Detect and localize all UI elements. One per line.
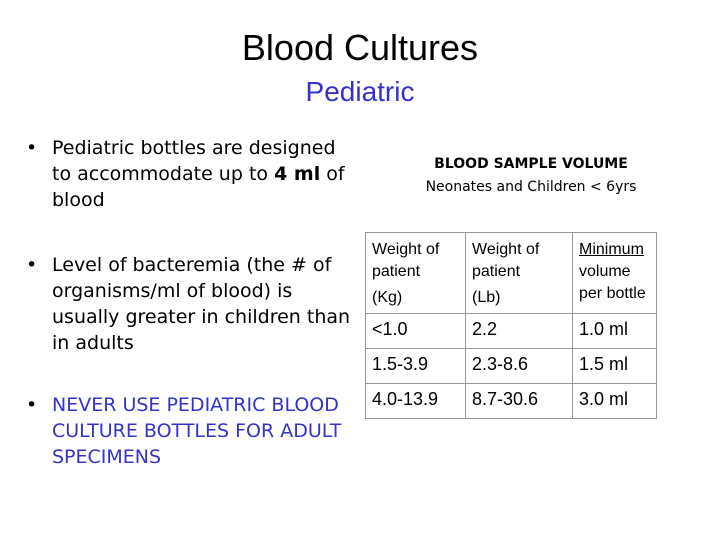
table-row: [366, 384, 657, 419]
table-cell: <1.0: [366, 314, 466, 349]
table-header-cell: [466, 233, 573, 314]
header-line: (Kg): [372, 289, 403, 306]
bullet-text: Level of bacteremia (the # of organisms/ml of blood) is usually greater in children than in adults: [52, 254, 351, 354]
header-line: patient: [472, 263, 521, 280]
table-cell: 1.5 ml: [573, 349, 657, 384]
bullet-item-bacteremia: [26, 252, 356, 356]
bullet-item-warning: [26, 392, 356, 470]
header-line: Minimum: [579, 241, 644, 258]
bullet-text: [52, 135, 356, 213]
header-line: patient: [372, 263, 421, 280]
blood-volume-table: [365, 232, 657, 419]
table-subheading: Neonates and Children < 6yrs: [425, 179, 637, 195]
bullet-marker: •: [26, 137, 38, 159]
table-cell: 1.0 ml: [573, 314, 657, 349]
bullet-text-start: Pediatric bottles are designed to accommodate up to: [52, 137, 336, 185]
table-header-cell: [573, 233, 657, 314]
table-cell: 2.3-8.6: [466, 349, 573, 384]
header-line: volume: [579, 263, 631, 280]
bullet-text-end: of blood: [52, 163, 345, 211]
table-cell: 2.2: [466, 314, 573, 349]
table-row: [366, 314, 657, 349]
table-cell: 1.5-3.9: [366, 349, 466, 384]
slide-title: Blood Cultures: [241, 27, 479, 68]
bullet-text-bold: 4 ml: [274, 163, 321, 185]
table-header-cell: [366, 233, 466, 314]
bullet-text: NEVER USE PEDIATRIC BLOOD CULTURE BOTTLES FOR ADULT SPECIMENS: [52, 394, 342, 468]
table-row: [366, 349, 657, 384]
slide-subtitle: Pediatric: [305, 76, 415, 107]
header-line: Weight of: [372, 241, 440, 258]
bullet-marker: •: [26, 254, 38, 276]
table-header-row: [366, 233, 657, 314]
bullet-marker: •: [26, 394, 38, 416]
table-cell: 3.0 ml: [573, 384, 657, 419]
table-cell: 4.0-13.9: [366, 384, 466, 419]
header-line: per bottle: [579, 285, 646, 302]
table-cell: 8.7-30.6: [466, 384, 573, 419]
header-line: Weight of: [472, 241, 540, 258]
header-line: (Lb): [472, 289, 501, 306]
bullet-item-bottle-capacity: [26, 135, 356, 213]
table-heading: BLOOD SAMPLE VOLUME: [434, 156, 628, 172]
